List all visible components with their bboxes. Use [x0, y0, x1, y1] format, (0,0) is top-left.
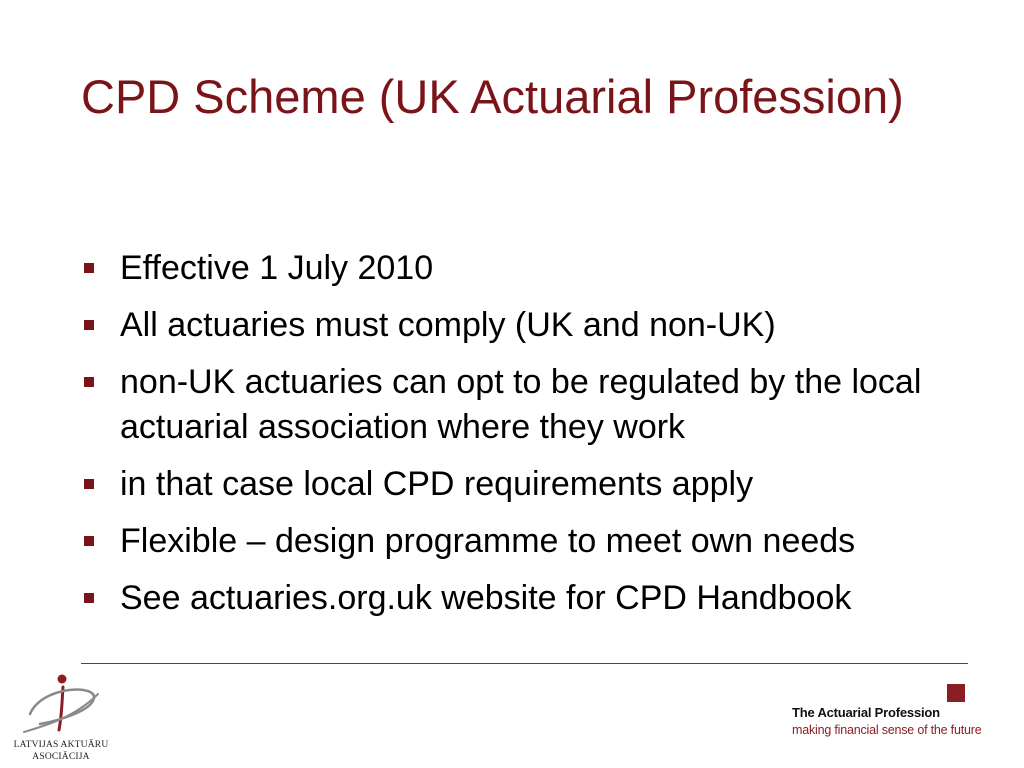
latvian-actuarial-association-logo — [0, 668, 130, 768]
square-bullet-icon — [84, 479, 94, 489]
square-bullet-icon — [84, 263, 94, 273]
bullet-item — [80, 462, 1000, 507]
logo-text-line1: LATVIJAS AKTUĀRU — [13, 740, 109, 750]
organisation-tagline: making financial sense of the future — [792, 723, 982, 737]
bullet-item — [80, 576, 1000, 621]
actuary-emblem-icon — [22, 672, 102, 738]
bullet-text: Effective 1 July 2010 — [120, 249, 434, 287]
maroon-square-icon — [947, 684, 965, 702]
square-bullet-icon — [84, 536, 94, 546]
square-bullet-icon — [84, 320, 94, 330]
bullet-text: Flexible – design programme to meet own needs — [120, 522, 856, 560]
footer-divider — [81, 663, 968, 664]
bullet-text: All actuaries must comply (UK and non-UK) — [120, 306, 776, 344]
bullet-item — [80, 246, 1000, 291]
square-bullet-icon — [84, 377, 94, 387]
logo-text-line2: ASOCIĀCIJA — [32, 752, 90, 762]
bullet-text: in that case local CPD requirements apply — [120, 465, 754, 503]
bullet-list — [80, 246, 1000, 633]
slide-title: CPD Scheme (UK Actuarial Profession) — [81, 70, 904, 123]
square-bullet-icon — [84, 593, 94, 603]
organisation-name: The Actuarial Profession — [792, 705, 940, 720]
bullet-item — [80, 360, 1000, 450]
bullet-text: See actuaries.org.uk website for CPD Handbook — [120, 579, 852, 617]
actuarial-profession-logo — [790, 684, 1010, 744]
bullet-item — [80, 303, 1000, 348]
bullet-text: non-UK actuaries can opt to be regulated by the local actuarial association where they work — [120, 363, 922, 446]
bullet-item — [80, 519, 1000, 564]
